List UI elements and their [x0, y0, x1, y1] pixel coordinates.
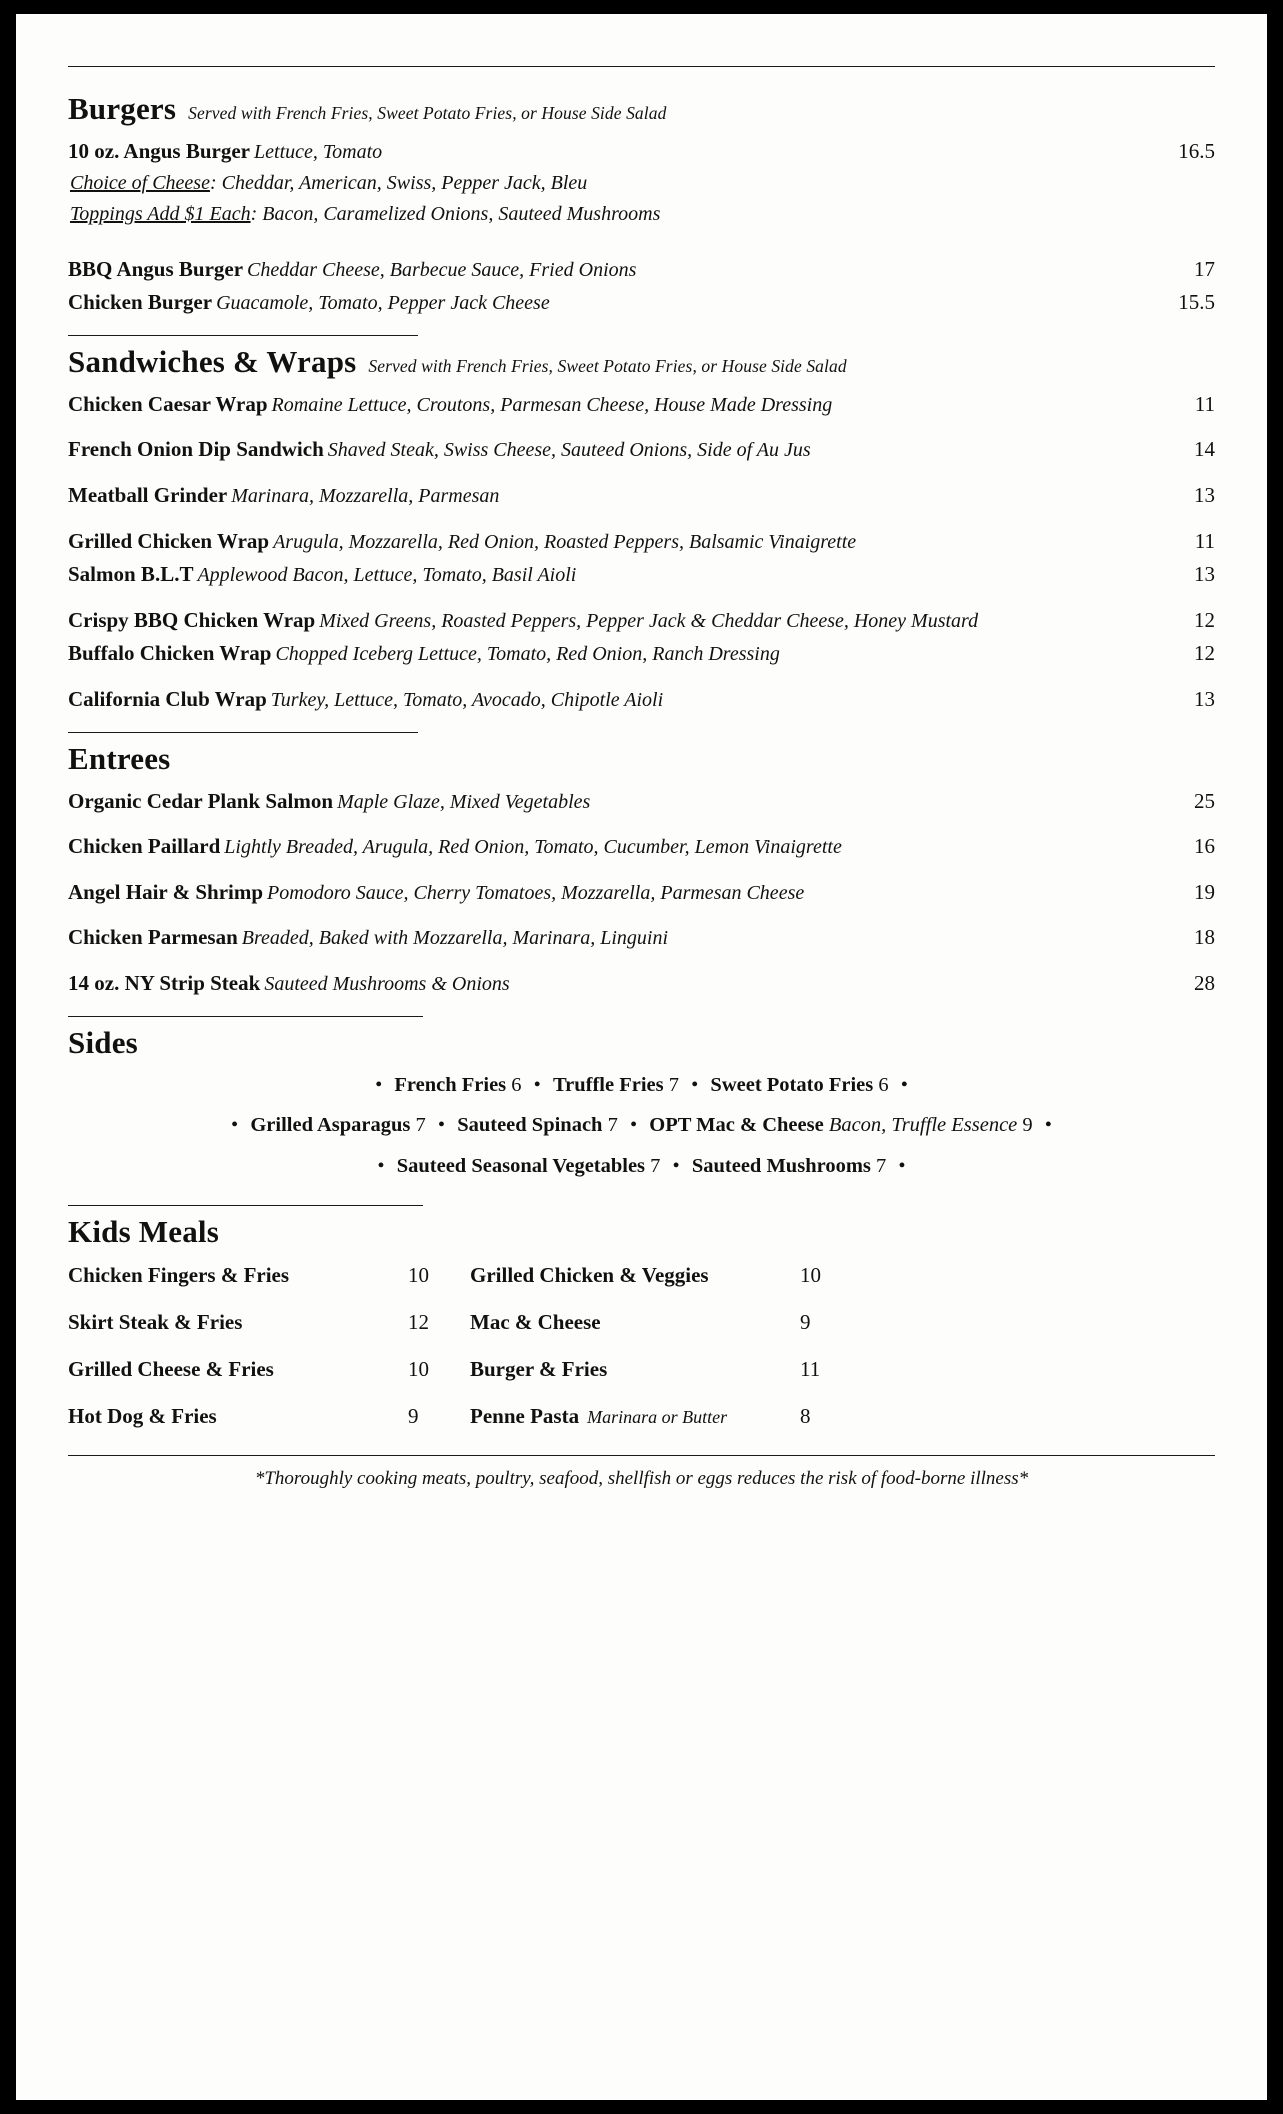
kids-item-price: 8	[800, 1404, 811, 1429]
bullet-icon: •	[691, 1073, 699, 1096]
menu-item-text	[68, 788, 1167, 816]
menu-item-price: 11	[1194, 391, 1215, 416]
section-divider	[68, 1016, 423, 1017]
menu-item-price: 19	[1194, 879, 1215, 904]
menu-item-desc: Breaded, Baked with Mozzarella, Marinara, Linguini	[241, 927, 669, 950]
sides-row	[68, 1153, 1215, 1180]
menu-item-price: 13	[1194, 562, 1215, 587]
section-divider	[68, 1205, 423, 1206]
menu-item-text	[68, 924, 1167, 952]
menu-item-desc: Lettuce, Tomato	[254, 141, 383, 163]
menu-item-desc: Romaine Lettuce, Croutons, Parmesan Cheese, House Made Dressing	[271, 393, 833, 416]
section-subtitle: Served with French Fries, Sweet Potato Fries, or House Side Salad	[368, 355, 847, 376]
menu-item	[68, 640, 1215, 668]
menu-item	[68, 391, 1215, 419]
kids-item-price: 11	[800, 1357, 821, 1382]
sides-row	[68, 1112, 1215, 1139]
side-price: 7	[668, 1073, 679, 1096]
menu-item-text	[68, 391, 1167, 419]
menu-item-desc: Chopped Iceberg Lettuce, Tomato, Red Onion, Ranch Dressing	[275, 643, 780, 666]
section-heading	[68, 343, 1215, 379]
side-name: Grilled Asparagus	[250, 1114, 411, 1137]
menu-item-name: 10 oz. Angus Burger	[68, 139, 251, 163]
kids-item-price: 12	[408, 1310, 429, 1335]
menu-item	[68, 686, 1215, 714]
menu-suboption	[70, 172, 1215, 195]
kids-item-name: Grilled Chicken & Veggies	[470, 1263, 709, 1288]
section-divider	[68, 335, 418, 336]
side-price: 9	[1022, 1114, 1033, 1137]
section-sandwiches-wraps	[68, 343, 1215, 714]
kids-item-desc: Marinara or Butter	[587, 1407, 728, 1428]
menu-item-text	[68, 436, 1167, 464]
menu-item-price: 13	[1194, 482, 1215, 507]
menu-item-name: 14 oz. NY Strip Steak	[68, 970, 261, 995]
menu-suboption-label: Choice of Cheese	[70, 171, 210, 194]
menu-item-name: Chicken Caesar Wrap	[68, 391, 268, 416]
section-divider	[68, 732, 418, 733]
kids-item-name: Mac & Cheese	[470, 1310, 601, 1335]
kids-item-price: 10	[408, 1263, 429, 1288]
menu-item-desc: Pomodoro Sauce, Cherry Tomatoes, Mozzarella, Parmesan Cheese	[267, 881, 805, 904]
menu-item-desc: Marinara, Mozzarella, Parmesan	[231, 484, 500, 507]
kids-item-price: 9	[800, 1310, 811, 1335]
menu-item-price: 14	[1194, 437, 1215, 462]
menu-item-name: Chicken Parmesan	[68, 925, 238, 950]
menu-item-name: Buffalo Chicken Wrap	[68, 641, 272, 666]
side-price: 6	[878, 1073, 889, 1096]
menu-item-name: Meatball Grinder	[68, 482, 228, 507]
side-price: 7	[415, 1114, 426, 1137]
menu-item-text	[68, 879, 1167, 907]
menu-item-name: Salmon B.L.T	[68, 562, 194, 587]
menu-item-price: 25	[1194, 788, 1215, 813]
menu-item	[68, 788, 1215, 816]
bullet-icon: •	[900, 1073, 908, 1096]
bullet-icon: •	[231, 1114, 239, 1137]
kids-item-name: Skirt Steak & Fries	[68, 1310, 243, 1335]
menu-suboption-value: : Bacon, Caramelized Onions, Sauteed Mushrooms	[250, 202, 661, 225]
menu-item-name: French Onion Dip Sandwich	[68, 437, 324, 462]
kids-item-price: 10	[800, 1263, 821, 1288]
menu-item-name: Chicken Burger	[68, 290, 213, 315]
bullet-icon: •	[375, 1073, 383, 1096]
menu-item-text	[68, 970, 1167, 998]
menu-item	[68, 289, 1215, 317]
menu-suboption-value: : Cheddar, American, Swiss, Pepper Jack, Bleu	[209, 171, 588, 194]
kids-item-name: Burger & Fries	[470, 1357, 608, 1382]
menu-item	[68, 833, 1215, 861]
menu-item-text	[68, 561, 1167, 589]
section-burgers	[68, 93, 1215, 317]
side-name: Sauteed Seasonal Vegetables	[396, 1154, 646, 1177]
sides-row	[68, 1072, 1215, 1099]
menu-item-text	[68, 138, 1167, 166]
menu-item-price: 15.5	[1178, 290, 1215, 315]
bullet-icon: •	[1044, 1114, 1052, 1137]
kids-item-name: Hot Dog & Fries	[68, 1404, 217, 1429]
menu-item-name: Crispy BBQ Chicken Wrap	[68, 607, 316, 632]
side-price: 7	[650, 1154, 661, 1177]
menu-item-desc: Arugula, Mozzarella, Red Onion, Roasted Peppers, Balsamic Vinaigrette	[273, 530, 857, 553]
menu-item-text	[68, 640, 1167, 668]
menu-item	[68, 879, 1215, 907]
side-desc: Bacon, Truffle Essence	[828, 1114, 1018, 1137]
menu-item-desc: Guacamole, Tomato, Pepper Jack Cheese	[216, 292, 550, 315]
bullet-icon: •	[672, 1154, 680, 1177]
section-title: Sides	[68, 1024, 138, 1060]
menu-item-desc: Mixed Greens, Roasted Peppers, Pepper Jack & Cheddar Cheese, Honey Mustard	[319, 609, 979, 632]
menu-item-price: 12	[1194, 608, 1215, 633]
menu-item-desc: Cheddar Cheese, Barbecue Sauce, Fried Onions	[247, 258, 637, 281]
menu-item-name: Organic Cedar Plank Salmon	[68, 788, 334, 813]
section-title: Entrees	[68, 740, 171, 776]
menu-item-desc: Lightly Breaded, Arugula, Red Onion, Tomato, Cucumber, Lemon Vinaigrette	[224, 836, 842, 859]
kids-item-price: 10	[408, 1357, 429, 1382]
side-price: 7	[876, 1154, 887, 1177]
bullet-icon: •	[437, 1114, 446, 1137]
menu-item-desc: Maple Glaze, Mixed Vegetables	[337, 790, 591, 813]
menu-item-price: 11	[1194, 528, 1215, 553]
menu-item-text	[68, 607, 1167, 635]
footnote: *Thoroughly cooking meats, poultry, seafood, shellfish or eggs reduces the risk of food-borne illness*	[254, 1468, 1029, 1490]
section-heading	[68, 93, 1215, 124]
menu-item-price: 17	[1194, 256, 1215, 281]
side-name: OPT Mac & Cheese	[649, 1114, 824, 1137]
bottom-divider	[68, 1455, 1215, 1456]
side-price: 6	[511, 1073, 522, 1096]
menu-item	[68, 607, 1215, 635]
menu-item-name: California Club Wrap	[68, 686, 267, 711]
menu-item-text	[68, 528, 1167, 556]
menu-item	[68, 561, 1215, 589]
menu-item	[68, 256, 1215, 284]
menu-item-name: Chicken Paillard	[68, 834, 221, 859]
side-name: Sauteed Spinach	[457, 1114, 603, 1137]
kids-meals-grid	[68, 1263, 1215, 1429]
menu-item	[68, 924, 1215, 952]
menu-item	[68, 436, 1215, 464]
menu-item-name: Grilled Chicken Wrap	[68, 528, 270, 553]
kids-item-name: Grilled Cheese & Fries	[68, 1357, 274, 1382]
side-name: French Fries	[394, 1073, 507, 1096]
menu-item-text	[68, 686, 1167, 714]
bullet-icon: •	[377, 1154, 385, 1177]
side-name: Truffle Fries	[552, 1073, 664, 1096]
section-subtitle: Served with French Fries, Sweet Potato Fries, or House Side Salad	[188, 103, 667, 123]
menu-item-price: 13	[1194, 686, 1215, 711]
kids-item-name: Chicken Fingers & Fries	[68, 1263, 290, 1288]
menu-item-desc: Turkey, Lettuce, Tomato, Avocado, Chipotle Aioli	[270, 688, 664, 711]
section-entrees	[68, 740, 1215, 998]
side-name: Sauteed Mushrooms	[691, 1154, 871, 1177]
menu-item-price: 16.5	[1178, 139, 1215, 163]
menu-item	[68, 138, 1215, 166]
menu-sheet	[16, 14, 1267, 2100]
kids-item-name	[470, 1404, 800, 1429]
section-sides	[68, 1024, 1215, 1180]
menu-item-price: 12	[1194, 641, 1215, 666]
section-title: Kids Meals	[68, 1214, 219, 1250]
menu-item-price: 28	[1194, 970, 1215, 995]
side-price: 7	[607, 1114, 618, 1137]
menu-suboption-label: Toppings Add $1 Each	[70, 202, 251, 225]
kids-item-price: 9	[408, 1404, 419, 1429]
menu-item	[68, 970, 1215, 998]
menu-item-price: 16	[1194, 834, 1215, 859]
menu-item	[68, 528, 1215, 556]
menu-item-text	[68, 289, 1167, 317]
section-title: Sandwiches & Wraps	[68, 343, 357, 379]
menu-item-desc: Applewood Bacon, Lettuce, Tomato, Basil Aioli	[197, 564, 577, 587]
menu-item-price: 18	[1194, 925, 1215, 950]
menu-item-text	[68, 256, 1167, 284]
menu-item-desc: Sauteed Mushrooms & Onions	[264, 972, 510, 995]
bullet-icon: •	[898, 1154, 906, 1177]
section-heading	[68, 1024, 1215, 1060]
section-heading	[68, 740, 1215, 776]
side-name: Sweet Potato Fries	[710, 1073, 874, 1096]
menu-item-name: BBQ Angus Burger	[68, 256, 244, 281]
spacer	[68, 234, 1215, 256]
top-divider	[68, 66, 1215, 67]
menu-item	[68, 482, 1215, 510]
bullet-icon: •	[533, 1073, 541, 1096]
menu-suboption	[70, 203, 1215, 226]
kids-item-label: Penne Pasta	[470, 1404, 580, 1429]
menu-item-desc: Shaved Steak, Swiss Cheese, Sauteed Onions, Side of Au Jus	[327, 439, 811, 462]
menu-item-name: Angel Hair & Shrimp	[68, 879, 264, 904]
menu-item-text	[68, 833, 1191, 861]
section-title: Burgers	[68, 91, 177, 126]
bullet-icon: •	[629, 1114, 638, 1137]
menu-item-text	[68, 482, 1167, 510]
section-heading	[68, 1214, 1215, 1250]
section-kids-meals	[68, 1216, 1215, 1429]
